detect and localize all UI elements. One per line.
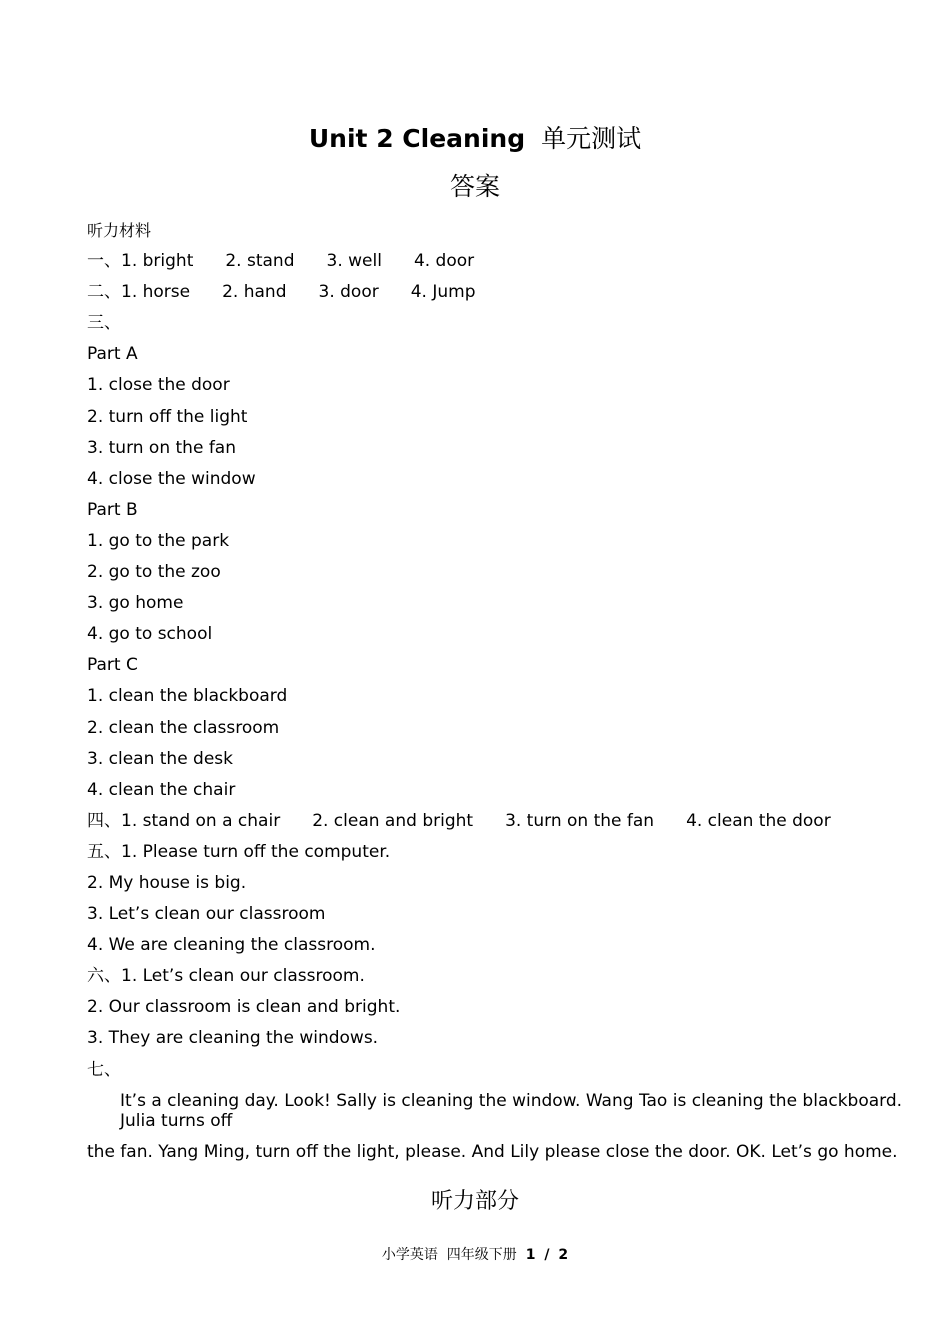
q5-item: 3. Let’s clean our classroom — [87, 904, 326, 925]
q7-prefix: 七、 — [87, 1059, 121, 1080]
q7-paragraph-first: It’s a cleaning day. Look! Sally is cleaning the window. Wang Tao is cleaning the blackboard. Julia turns off — [120, 1090, 903, 1131]
part-c-item: 3. clean the desk — [87, 748, 234, 769]
part-b-item: 3. go home — [87, 593, 184, 614]
footer-page-current: 1 — [525, 1247, 536, 1263]
q6-item: 2. Our classroom is clean and bright. — [87, 997, 401, 1018]
part-c-item: 1. clean the blackboard — [87, 686, 288, 707]
q5-item: 1. Please turn off the computer. — [121, 841, 391, 862]
footer-subject: 小学英语 — [381, 1247, 438, 1263]
page-footer — [0, 1245, 950, 1265]
footer-page-separator: / — [544, 1247, 550, 1263]
part-b-item: 2. go to the zoo — [87, 562, 221, 583]
q1-item: 2. stand — [225, 251, 295, 272]
part-b-item: 4. go to school — [87, 624, 213, 645]
q1-line — [87, 246, 917, 277]
footer-page-total: 2 — [558, 1247, 569, 1263]
q4-prefix: 四、 — [87, 810, 121, 831]
part-b-label: Part B — [87, 499, 138, 520]
listening-label: 听力材料 — [87, 221, 152, 240]
q7-paragraph-continued: the fan. Yang Ming, turn off the light, please. And Lily please close the door. OK. Let’s go home. — [87, 1141, 898, 1162]
q2-item: 1. horse — [121, 282, 191, 303]
q5-line — [87, 837, 917, 868]
q5-item: 2. My house is big. — [87, 872, 247, 893]
q6-line — [87, 961, 917, 992]
q4-item: 1. stand on a chair — [121, 810, 281, 831]
footer-grade: 四年级下册 — [446, 1247, 517, 1263]
q6-item: 1. Let’s clean our classroom. — [121, 966, 365, 987]
q4-item: 3. turn on the fan — [505, 810, 655, 831]
q4-item: 2. clean and bright — [312, 810, 474, 831]
part-a-item: 3. turn on the fan — [87, 437, 236, 458]
q6-item: 3. They are cleaning the windows. — [87, 1028, 379, 1049]
part-a-item: 2. turn off the light — [87, 406, 248, 427]
section-title: 听力部分 — [430, 1189, 519, 1214]
q2-prefix: 二、 — [87, 282, 121, 303]
part-a-item: 4. close the window — [87, 468, 256, 489]
q2-item: 2. hand — [222, 282, 287, 303]
q1-item: 3. well — [326, 251, 382, 272]
page-subtitle: 答案 — [449, 172, 500, 201]
part-c-label: Part C — [87, 655, 138, 676]
part-c-item: 4. clean the chair — [87, 779, 236, 800]
answer-content — [87, 215, 917, 1168]
q6-prefix: 六、 — [87, 966, 121, 987]
q5-item: 4. We are cleaning the classroom. — [87, 935, 376, 956]
title-chinese: 单元测试 — [541, 124, 642, 153]
q2-item: 3. door — [318, 282, 379, 303]
q1-item: 4. door — [413, 251, 475, 272]
part-a-item: 1. close the door — [87, 375, 230, 396]
q1-item: 1. bright — [121, 251, 194, 272]
page-title — [0, 122, 950, 156]
q4-item: 4. clean the door — [686, 810, 831, 831]
part-b-item: 1. go to the park — [87, 530, 230, 551]
q7-paragraph — [87, 1091, 917, 1131]
q1-prefix: 一、 — [87, 251, 121, 272]
title-english: Unit 2 Cleaning — [308, 124, 526, 153]
q3-prefix: 三、 — [87, 313, 121, 334]
part-a-label: Part A — [87, 344, 138, 365]
q4-line — [87, 806, 917, 837]
q2-item: 4. Jump — [410, 282, 476, 303]
q5-prefix: 五、 — [87, 841, 121, 862]
part-c-item: 2. clean the classroom — [87, 717, 280, 738]
q2-line — [87, 277, 917, 308]
